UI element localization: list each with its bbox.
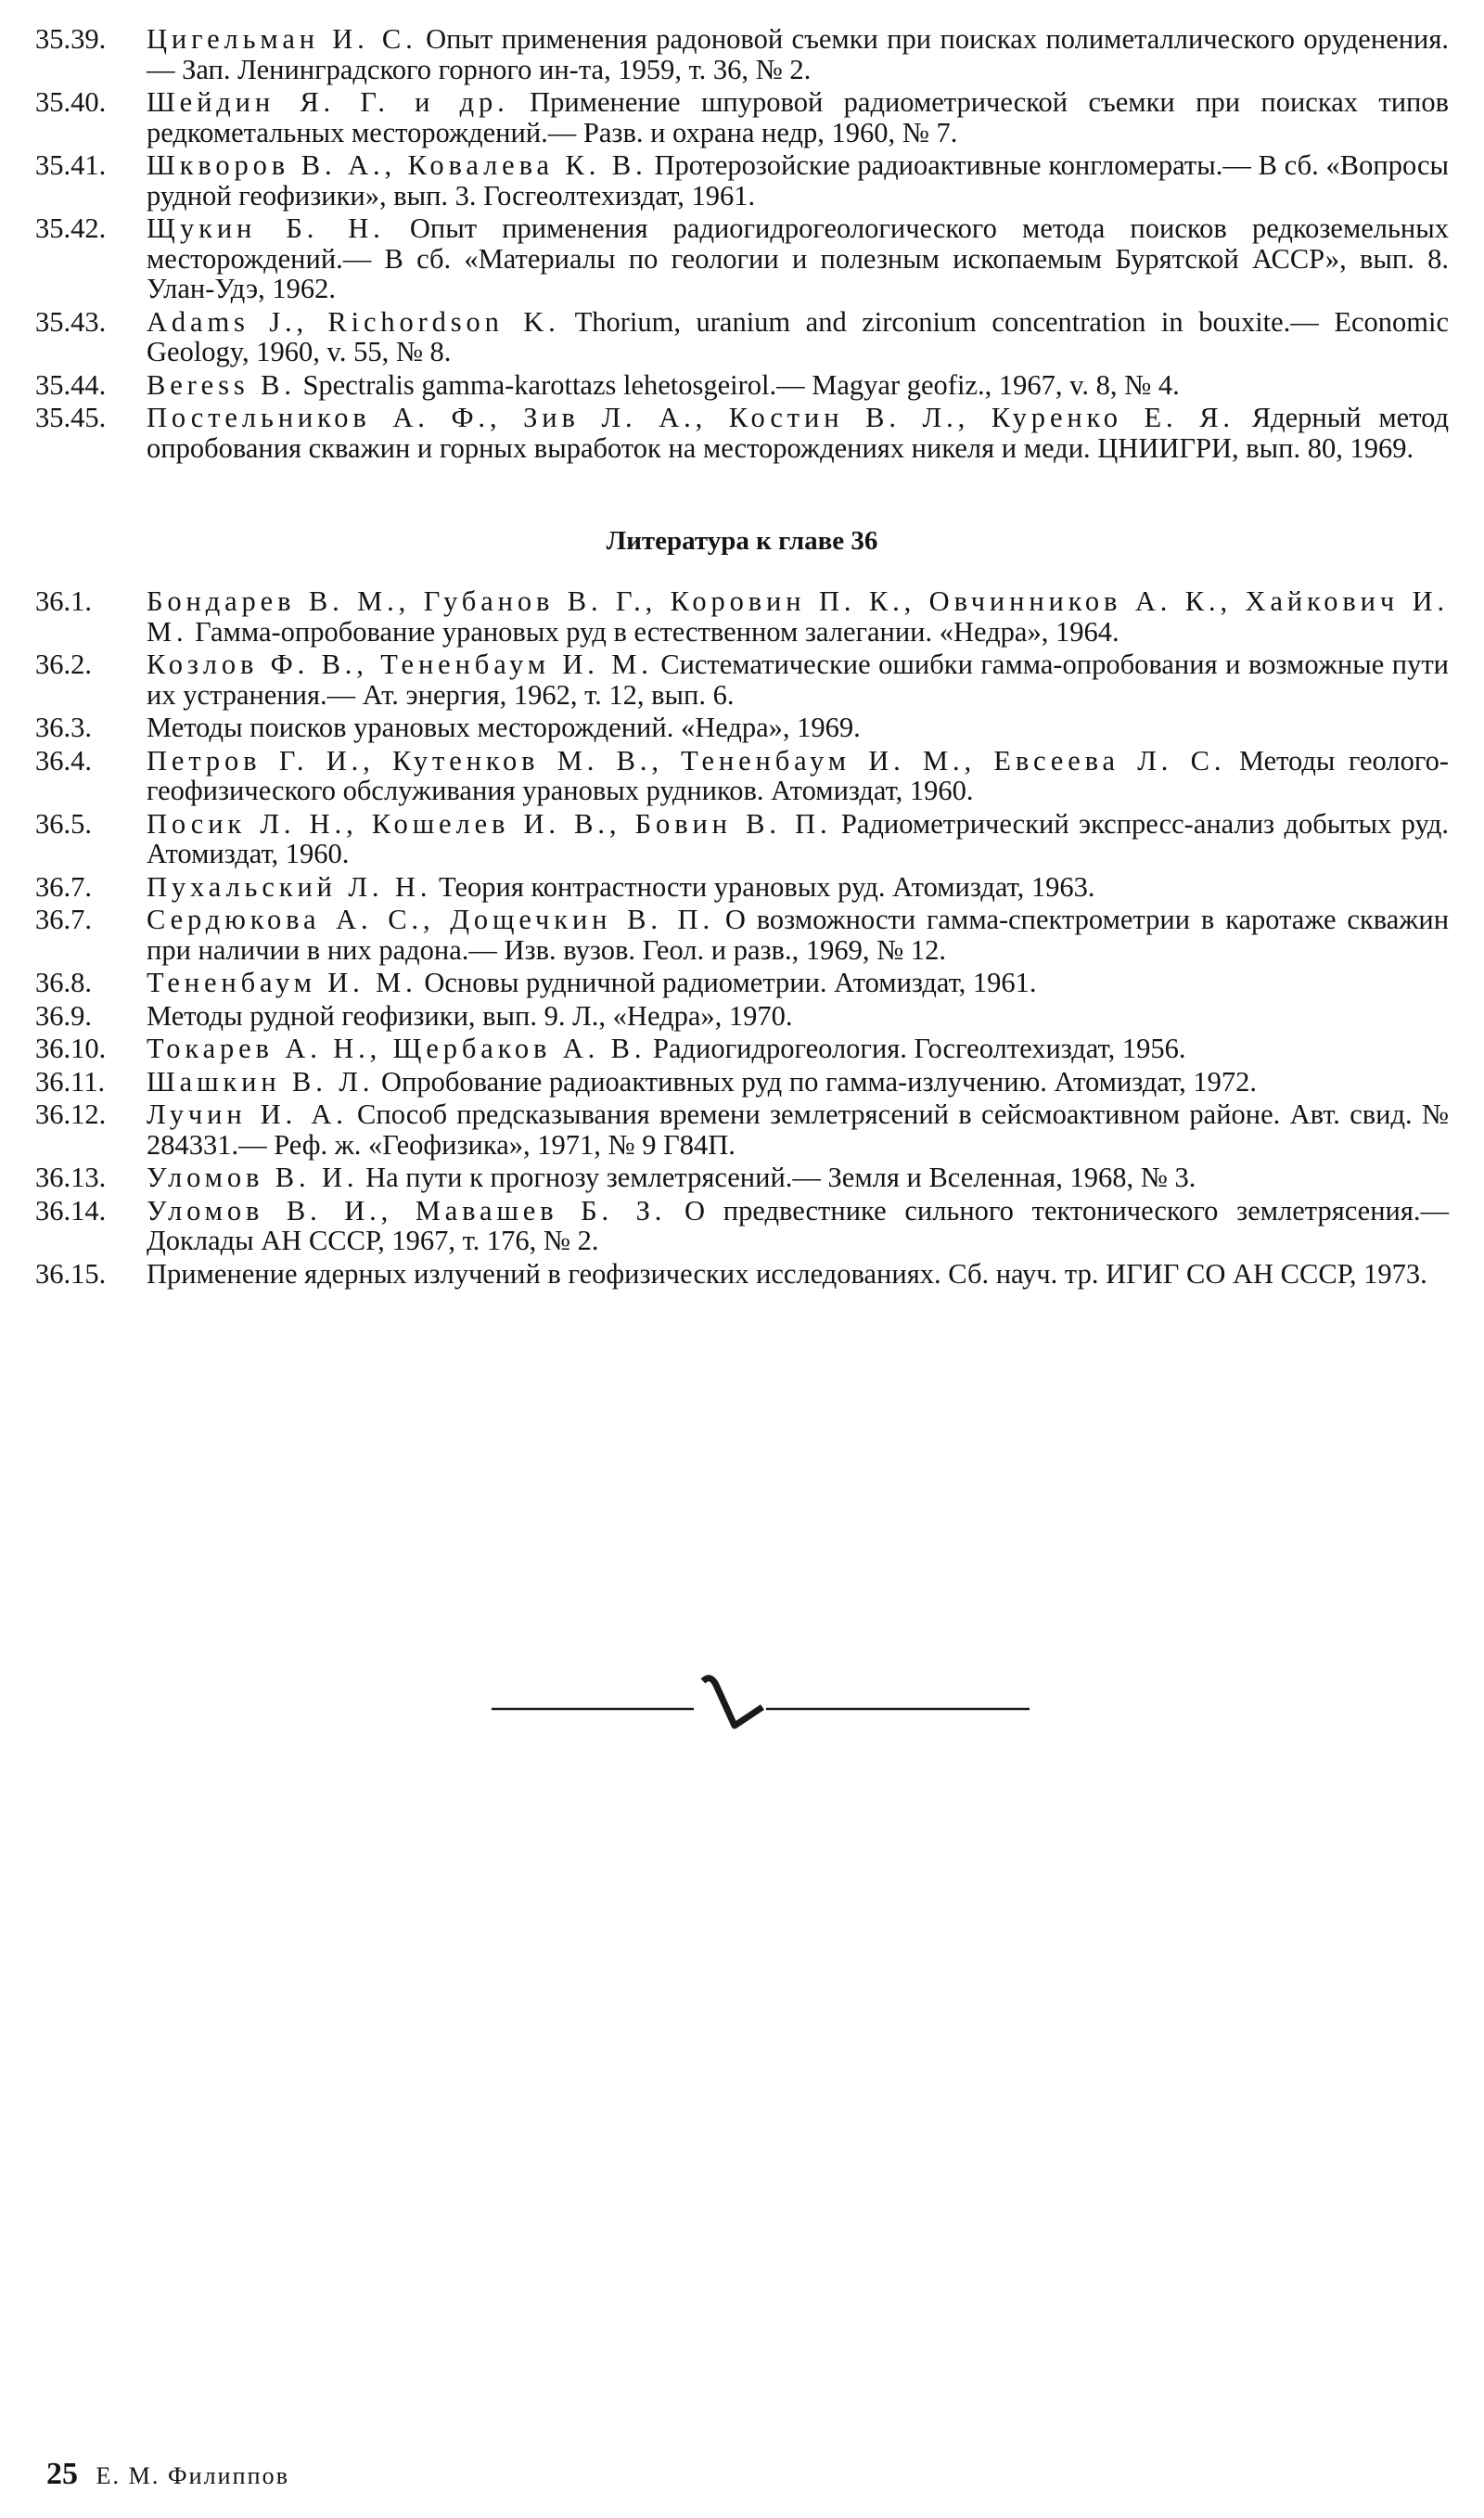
reference-number: 36.7. [35, 904, 92, 935]
reference-number: 36.4. [35, 744, 92, 777]
reference-authors: Шашкин В. Л. [147, 1065, 375, 1098]
reference-entry [35, 1067, 1449, 1098]
reference-authors: Посик Л. Н., Кошелев И. В., Бовин В. П. [147, 807, 832, 840]
reference-entry [35, 87, 1449, 148]
reference-text: Гамма-опробование урановых руд в естественном залегании. «Недра», 1964. [195, 615, 1119, 648]
reference-entry [35, 649, 1449, 710]
reference-number: 36.9. [35, 999, 92, 1032]
reference-number: 36.2. [35, 649, 92, 680]
reference-text: Методы рудной геофизики, вып. 9. Л., «Недра», 1970. [147, 999, 793, 1032]
reference-number: 36.12. [35, 1098, 107, 1130]
reference-entry [35, 905, 1449, 965]
reference-number: 36.13. [35, 1162, 107, 1193]
reference-authors: Уломов В. И., Мавашев Б. З. [147, 1194, 667, 1227]
reference-number: 35.41. [35, 149, 107, 181]
page-number: 25 [46, 2457, 78, 2491]
reference-authors: Beress B. [147, 368, 296, 401]
reference-authors: Лучин И. А. [147, 1098, 348, 1130]
reference-number: 35.44. [35, 368, 107, 401]
reference-text: Протерозойские радиоактивные конгломераты.— В сб. «Вопросы рудной геофизики», вып. 3. Госгеолтехиздат, 1961. [147, 149, 1449, 212]
references-chapter-35 [35, 24, 1449, 463]
reference-number: 36.11. [35, 1065, 106, 1098]
reference-entry [35, 1259, 1449, 1290]
reference-entry [35, 872, 1449, 903]
page-footer [46, 2457, 289, 2492]
reference-authors: Щукин Б. Н. [147, 212, 385, 244]
reference-entry [35, 403, 1449, 463]
reference-number: 35.42. [35, 212, 107, 244]
footer-author: Е. М. Филиппов [96, 2462, 290, 2489]
reference-number: 35.45. [35, 402, 107, 433]
reference-text: Опыт применения радоновой съемки при поисках полиметаллического оруденения.— Зап. Ленинградского горного ин-та, 1959, т. 36, № 2. [147, 23, 1449, 85]
reference-authors: Токарев А. Н., Щербаков А. В. [147, 1033, 646, 1064]
reference-entry [35, 307, 1449, 367]
reference-text: О возможности гамма-спектрометрии в каротаже скважин при наличии в них радона.— Изв. вузов. Геол. и разв., 1969, № 12. [147, 904, 1450, 966]
reference-text: Методы геолого-геофизического обслуживания урановых рудников. Атомиздат, 1960. [147, 744, 1450, 806]
reference-text: Методы поисков урановых месторождений. «Недра», 1969. [147, 712, 861, 743]
reference-text: Систематические ошибки гамма-опробования и возможные пути их устранения.— Ат. энергия, 1962, т. 12, вып. 6. [147, 649, 1449, 711]
reference-authors: Постельников А. Ф., Зив Л. А., Костин В. Л., Куренко Е. Я. [147, 402, 1235, 433]
reference-authors: Бондарев В. М., Губанов В. Г., Коровин П. К., Овчинников А. К., Хайкович И. М. [147, 585, 1449, 648]
reference-authors: Цигельман И. С. [147, 23, 417, 55]
reference-entry [35, 746, 1449, 806]
reference-text: Ядерный метод опробования скважин и горных выработок на месторождениях никеля и меди. ЦНИИГРИ, вып. 80, 1969. [147, 402, 1450, 464]
reference-entry [35, 809, 1449, 869]
reference-authors: Шейдин Я. Г. и др. [147, 86, 509, 118]
reference-authors: Пухальский Л. Н. [147, 870, 432, 903]
reference-authors: Шкворов В. А., Ковалева К. В. [147, 149, 647, 181]
reference-text: Радиогидрогеология. Госгеолтехиздат, 1956. [653, 1033, 1186, 1064]
reference-text: Применение ядерных излучений в геофизических исследованиях. Сб. науч. тр. ИГИГ СО АН СССР, 1973. [147, 1257, 1427, 1290]
reference-text: Thorium, uranium and zirconium concentration in bouxite.— Economic Geology, 1960, v. 55, № 8. [147, 305, 1449, 367]
reference-authors: Adams J., Richordson K. [147, 305, 560, 338]
reference-entry [35, 1034, 1449, 1064]
reference-entry [35, 213, 1449, 304]
ornament-mark [703, 1678, 762, 1726]
reference-text: О предвестнике сильного тектонического землетрясения.— Доклады АН СССР, 1967, т. 176, № 2. [147, 1194, 1450, 1256]
reference-text: Радиометрический экспресс-анализ добытых руд. Атомиздат, 1960. [147, 807, 1449, 869]
reference-authors: Тененбаум И. М. [147, 967, 417, 998]
reference-entry [35, 1001, 1449, 1032]
reference-entry [35, 370, 1449, 401]
reference-number: 36.1. [35, 585, 92, 617]
reference-entry [35, 150, 1449, 211]
end-ornament [492, 1661, 1030, 1735]
reference-number: 36.15. [35, 1257, 107, 1290]
reference-text: Spectralis gamma-karottazs lehetosgeirol.— Magyar geofiz., 1967, v. 8, № 4. [302, 368, 1180, 401]
chapter-36-heading: Литература к главе 36 [606, 526, 878, 556]
reference-entry [35, 586, 1449, 647]
reference-number: 35.40. [35, 86, 107, 118]
reference-text: На пути к прогнозу землетрясений.— Земля и Вселенная, 1968, № 3. [365, 1162, 1196, 1193]
reference-text: Применение шпуровой радиометрической съемки при поисках типов редкометальных месторождений.— Разв. и охрана недр, 1960, № 7. [147, 86, 1450, 148]
reference-text: Теория контрастности урановых руд. Атомиздат, 1963. [438, 870, 1095, 903]
reference-authors: Петров Г. И., Кутенков М. В., Тененбаум И. М., Евсеева Л. С. [147, 744, 1226, 777]
reference-text: Основы рудничной радиометрии. Атомиздат, 1961. [424, 967, 1037, 998]
reference-entry [35, 24, 1449, 84]
reference-number: 35.43. [35, 305, 107, 338]
reference-entry [35, 1099, 1449, 1160]
reference-entry [35, 1163, 1449, 1193]
reference-text: Опробование радиоактивных руд по гамма-излучению. Атомиздат, 1972. [380, 1065, 1257, 1098]
reference-entry [35, 968, 1449, 998]
reference-entry [35, 1196, 1449, 1256]
reference-number: 36.7. [35, 870, 92, 903]
reference-authors: Козлов Ф. В., Тененбаум И. М. [147, 649, 653, 680]
reference-entry [35, 713, 1449, 743]
reference-text: Способ предсказывания времени землетрясений в сейсмоактивном районе. Авт. свид. № 284331.— Реф. ж. «Геофизика», 1971, № 9 Г84П. [147, 1098, 1449, 1161]
reference-number: 36.5. [35, 807, 92, 840]
reference-authors: Сердюкова А. С., Дощечкин В. П. [147, 904, 714, 935]
references-chapter-36 [35, 586, 1449, 1289]
reference-number: 36.10. [35, 1033, 107, 1064]
reference-number: 36.8. [35, 967, 92, 998]
reference-authors: Уломов В. И. [147, 1162, 359, 1193]
reference-number: 35.39. [35, 23, 107, 55]
bibliography-page [35, 24, 1449, 1291]
reference-text: Опыт применения радиогидрогеологического метода поисков редкоземельных месторождений.— В сб. «Материалы по геологии и полезным ископаемым Бурятской АССР», вып. 8. Улан-Удэ, 1962. [147, 212, 1449, 304]
reference-number: 36.14. [35, 1194, 107, 1227]
reference-number: 36.3. [35, 712, 92, 743]
